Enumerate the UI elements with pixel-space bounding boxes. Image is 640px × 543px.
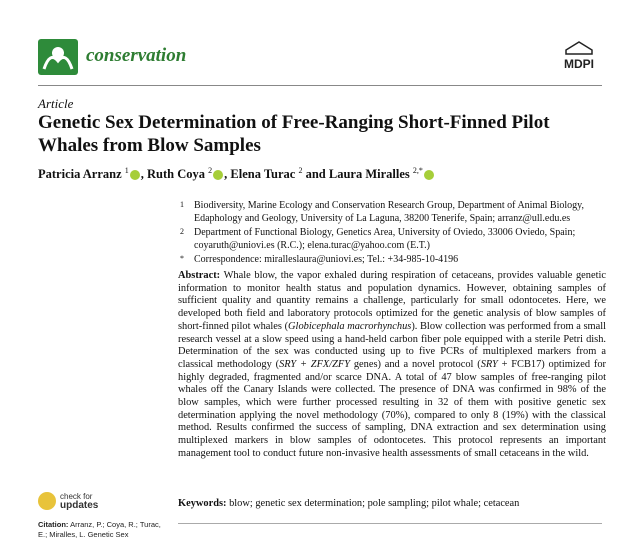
orcid-icon[interactable] [424,170,434,180]
article-title: Genetic Sex Determination of Free-Ranging Short-Finned Pilot Whales from Blow Samples [38,112,550,156]
affiliations [180,200,610,269]
author-name[interactable]: Elena Turac [230,167,296,182]
keywords: Keywords: blow; genetic sex determination; pole sampling; pilot whale; cetacean [178,498,520,509]
author-name[interactable]: Laura Miralles [328,167,410,182]
affiliation: 1 Biodiversity, Marine Ecology and Conservation Research Group, Department of Animal Biology, Edaphology and Geology, University of La Laguna, 38200 Tenerife, Spain; arranz@ull.edu.es [180,200,585,224]
abstract: Abstract: Whale blow, the vapor exhaled during respiration of cetaceans, provides valuable genetic information to monitor health status and population dynamics. However, obtaining samples of sufficient quality and quantity remains a challenge, particularly for small odontocetes. Here, we developed both field and laboratory protocols optimized for the genetic analysis of blow samples of short-finned pilot whales (Globicephala macrorhynchus). Blow collection was performed from a small research vessel at a slow speed using a hand-held carbon fiber pole equipped with a sterile Petri dish. Determination of the sex was conducted using up to five PCRs of multiplexed markers from a classical methodology (SRY + ZFX/ZFY genes) and a novel protocol (SRY + FCB17) optimized for highly degraded, fragmented and/or scarce DNA. A total of 47 blow samples of free-ranging pilot whales off the Canary Islands were collected. The presence of DNA was confirmed in 98% of the blow samples, which were further processed resulting in 32 of them with positive genetic sex determination applying the novel methodology (70%), compared to only 8 (19%) with the classical method. Results confirmed the success of sampling, DNA extraction and sex determination using multiplexed markers in blow samples of odontocetes. This protocol represents an important management tool to conduct future non-invasive health assessments of small cetaceans in the wild. [178,270,607,459]
check-updates-icon [38,492,56,510]
orcid-icon[interactable] [130,170,140,180]
article-type: Article [38,96,74,111]
correspondence: * Correspondence: miralleslaura@uniovi.es; Tel.: +34-985-10-4196 [180,254,459,265]
keywords-divider [178,523,602,524]
citation: Citation: Arranz, P.; Coya, R.; Turac, E.; Miralles, L. Genetic Sex [38,520,161,539]
mdpi-logo-icon[interactable] [556,40,602,74]
author-name[interactable]: Patricia Arranz [38,167,122,182]
header-divider [38,85,602,86]
check-for-updates-button[interactable]: check for updates [38,492,158,514]
author-list: Patricia Arranz $^1$ , Ruth Coya $^2$ , Elena Turac $^2$ and Laura Miralles $^{2,*}$ [38,166,435,182]
mdpi-text: MDPI [564,57,594,71]
affiliation: 2 Department of Functional Biology, Genetics Area, University of Oviedo, 33006 Oviedo, Spain; coyaruth@uniovi.es (R.C.); elena.turac@yahoo.com (E.T.) [180,227,576,251]
orcid-icon[interactable] [213,170,223,180]
journal-name[interactable]: conservation [86,45,187,66]
journal-logo-icon [38,39,78,75]
author-name[interactable]: Ruth Coya [147,167,206,182]
